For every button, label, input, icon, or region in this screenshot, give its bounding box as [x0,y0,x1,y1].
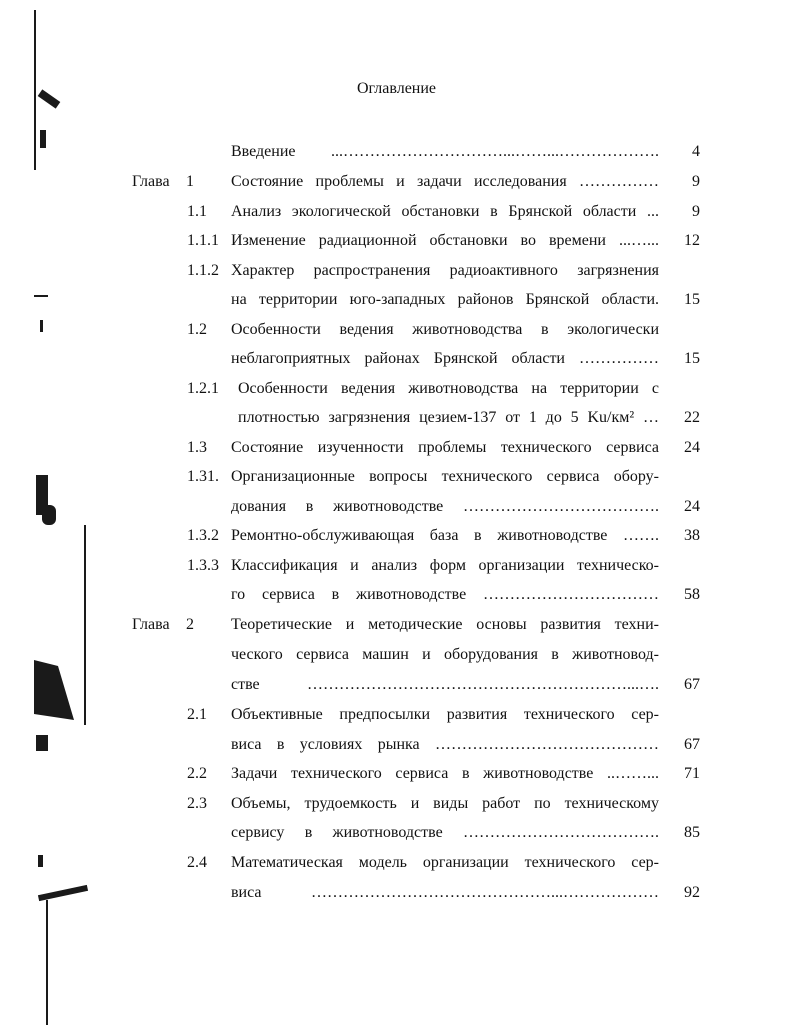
entry-number: 1.3.3 [187,557,219,574]
entry-page: 92 [684,884,700,901]
entry-text: Анализ экологической обстановки в Брянской области ... [231,203,659,220]
entry-text: Особенности ведения животноводства на территории с [238,380,659,397]
entry-text: Математическая модель организации технического сер- [231,854,659,871]
entry-page: 12 [684,232,700,249]
entry-page: 24 [684,439,700,456]
entry-page: 24 [684,498,700,515]
entry-text: Введение ...…………………………...……...………………. [231,143,659,160]
entry-page: 67 [684,736,700,753]
entry-text: виса в условиях рынка …………………………………… [231,736,659,753]
scan-artifact [40,320,43,332]
entry-number: 1.3 [187,439,207,456]
entry-text: виса ………………………………………...……………… [231,884,659,901]
entry-number: 2.4 [187,854,207,871]
entry-text: ческого сервиса машин и оборудования в животновод- [231,646,659,663]
scan-artifact [36,735,48,751]
entry-number: 2.1 [187,706,207,723]
entry-page: 4 [692,143,700,160]
entry-number: 1.1.2 [187,262,219,279]
scan-artifact [46,900,48,1025]
scan-artifact [38,855,43,867]
entry-text: Особенности ведения животноводства в экологически [231,321,659,338]
entry-number: 1.3.2 [187,527,219,544]
entry-page: 15 [684,291,700,308]
entry-text: Характер распространения радиоактивного загрязнения [231,262,659,279]
scan-artifact [84,525,86,725]
entry-page: 9 [692,173,700,190]
entry-text: Задачи технического сервиса в животноводстве ..……... [231,765,659,782]
scan-artifact [34,295,48,297]
entry-text: Изменение радиационной обстановки во времени ...…... [231,232,659,249]
chapter-label: Глава [132,173,170,190]
entry-number: 1.1.1 [187,232,219,249]
entry-text: Состояние проблемы и задачи исследования …………… [231,173,659,190]
scan-artifact [38,885,88,901]
entry-text: Объективные предпосылки развития технического сер- [231,706,659,723]
entry-number: 1 [186,173,194,190]
entry-page: 58 [684,586,700,603]
entry-text: Ремонтно-обслуживающая база в животноводстве ……. [231,527,659,544]
entry-text: Теоретические и методические основы развития техни- [231,616,659,633]
entry-page: 15 [684,350,700,367]
toc-title: Оглавление [356,80,437,97]
entry-page: 38 [684,527,700,544]
entry-text: стве ……………………………………………………...…. [231,676,659,693]
entry-number: 2 [186,616,194,633]
entry-text: Состояние изученности проблемы технического сервиса [231,439,659,456]
entry-page: 71 [684,765,700,782]
entry-text: Организационные вопросы технического сервиса обору- [231,468,659,485]
entry-number: 1.2.1 [187,380,219,397]
entry-text: дования в животноводстве ………………………………. [231,498,659,515]
entry-number: 1.2 [187,321,207,338]
entry-text: плотностью загрязнения цезием-137 от 1 до 5 Ku/км² … [238,409,659,426]
entry-text: Объемы, трудоемкость и виды работ по техническому [231,795,659,812]
chapter-label: Глава [132,616,170,633]
entry-text: неблагоприятных районах Брянской области …………… [231,350,659,367]
entry-page: 67 [684,676,700,693]
entry-number: 1.31. [187,468,219,485]
entry-text: го сервиса в животноводстве …………………………… [231,586,659,603]
entry-page: 9 [692,203,700,220]
entry-page: 22 [684,409,700,426]
scan-artifact [42,505,56,525]
entry-text: сервису в животноводстве ………………………………. [231,824,659,841]
entry-text: на территории юго-западных районов Брянской области. [231,291,659,308]
scan-artifact [40,130,46,148]
entry-page: 85 [684,824,700,841]
entry-number: 1.1 [187,203,207,220]
entry-text: Классификация и анализ форм организации техническо- [231,557,659,574]
entry-number: 2.2 [187,765,207,782]
scan-artifact [34,660,74,720]
entry-number: 2.3 [187,795,207,812]
